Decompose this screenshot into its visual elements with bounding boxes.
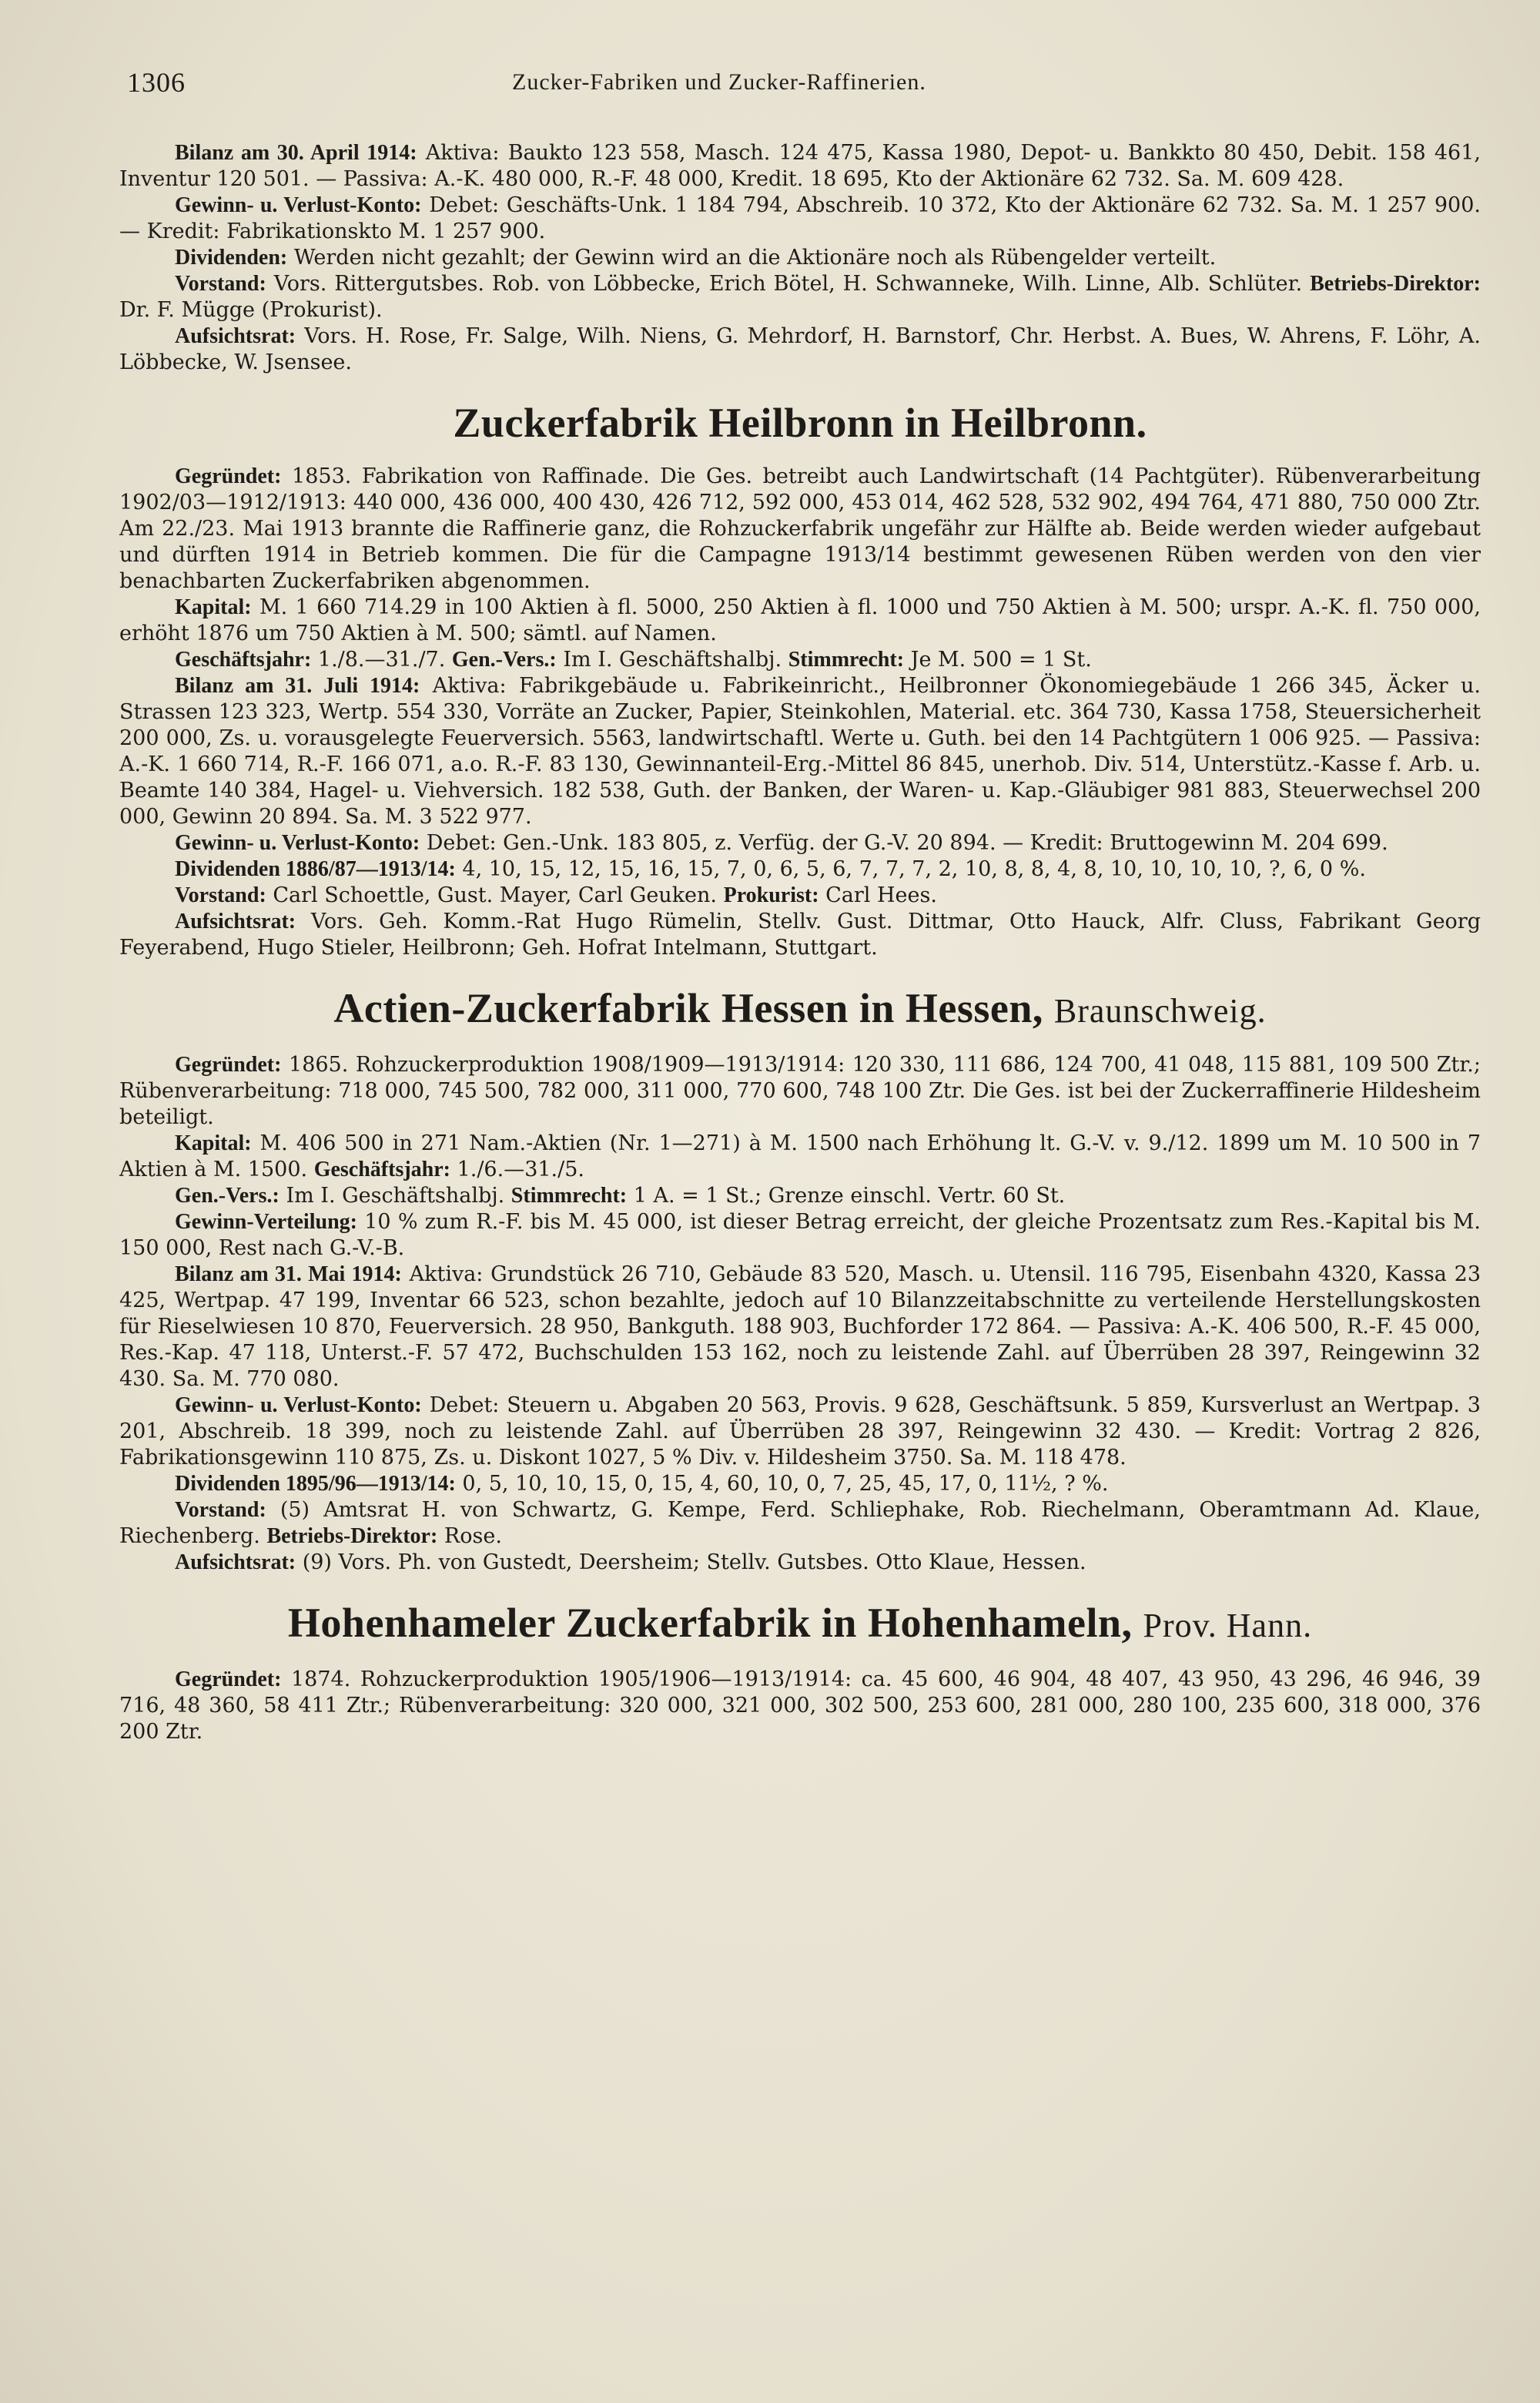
entry-text: Debet: Gen.-Unk. 183 805, z. Verfüg. der G.-V. 20 894. — Kredit: Bruttogewinn M. 204 699. [426,831,1388,855]
entry-gegruendet [119,464,1481,595]
entry-label: Bilanz am 31. Mai 1914: [175,1262,402,1286]
company-heading [119,984,1481,1035]
entry-bilanz [119,673,1481,830]
section-previous-company [119,140,1481,376]
entry-label: Aufsichtsrat: [175,910,296,933]
entry-label: Vorstand: [175,272,266,296]
entry-aufsichtsrat [119,1550,1481,1576]
entry-gewinn [119,1393,1481,1471]
entry-text: 4, 10, 15, 12, 15, 16, 15, 7, 0, 6, 5, 6, 7, 7, 7, 2, 10, 8, 8, 4, 8, 10, 10, 10, 10, ?, 6, 0 %. [462,857,1366,881]
entry-label: Stimmrecht: [511,1184,628,1208]
company-heading [119,1599,1481,1650]
section-hohenhameln [119,1599,1481,1745]
company-location: Prov. Hann. [1143,1607,1313,1644]
company-name: Actien-Zuckerfabrik Hessen in Hessen, [333,985,1043,1031]
entry-kapital [119,1131,1481,1183]
entry-label: Kapital: [175,1131,252,1155]
entry-text: Dr. F. Mügge (Prokurist). [119,298,383,322]
entry-text: (5) Amtsrat H. von Schwartz, G. Kempe, Ferd. Schliephake, Rob. Riechelmann, Oberamtmann Ad. Klaue, Riechenberg. [119,1498,1481,1548]
running-title: Zucker-Fabriken und Zucker-Raffinerien. [512,69,926,95]
entry-text: 1853. Fabrikation von Raffinade. Die Ges. betreibt auch Landwirtschaft (14 Pachtgüter). Rübenverarbeitung 1902/03—1912/1913: 440 000, 436 000, 400 430, 426 712, 592 000, 453 014, 462 528, 532 902, 494 764, 471 880, 750 000 Ztr. Am 22./23. Mai 1913 brannte die Raffinerie ganz, die Rohzuckerfabrik ungefähr zur Hälfte ab. Beide werden wieder aufgebaut und dürften 1914 in Betrieb kommen. Die für die Campagne 1913/14 bestimmt gewesenen Rüben werden von den vier benachbarten Zuckerfabriken abgenommen. [119,464,1481,593]
entry-geschaeftsjahr [119,647,1481,673]
entry-label: Geschäftsjahr: [175,648,312,672]
entry-label: Prokurist: [723,883,819,907]
entry-text: Aktiva: Grundstück 26 710, Gebäude 83 520, Masch. u. Utensil. 116 795, Eisenbahn 4320, Kassa 23 425, Wertpap. 47 199, Inventar 66 523, schon bezahlte, jedoch auf 10 Bilanzzeitabschnitte zu verteilende Herstellungskosten für Rieselwiesen 10 870, Feuerversich. 28 950, Bankguth. 188 903, Buchforder 172 864. — Passiva: A.-K. 406 500, R.-F. 45 000, Res.-Kap. 47 118, Unterst.-F. 57 472, Buchschulden 153 162, noch zu leistende Zahl. auf Überrüben 28 397, Reingewinn 32 430. Sa. M. 770 080. [119,1262,1481,1391]
entry-label: Gen.-Vers.: [175,1184,280,1208]
entry-text: 1865. Rohzuckerproduktion 1908/1909—1913/1914: 120 330, 111 686, 124 700, 41 048, 115 881, 109 500 Ztr.; Rübenverarbeitung: 718 000, 745 500, 782 000, 311 000, 770 600, 748 100 Ztr. Die Ges. ist bei der Zuckerraffinerie Hildesheim beteiligt. [119,1053,1481,1129]
entry-text: Debet: Steuern u. Abgaben 20 563, Provis. 9 628, Geschäftsunk. 5 859, Kursverlust an Wertpap. 3 201, Abschreib. 18 399, noch zu leistende Zahl. auf Überrüben 28 397, Reingewinn 32 430. — Kredit: Vortrag 2 826, Fabrikationsgewinn 110 875, Zs. u. Diskont 1027, 5 % Div. v. Hildesheim 3750. Sa. M. 118 478. [119,1393,1481,1470]
entry-text: 10 % zum R.-F. bis M. 45 000, ist dieser Betrag erreicht, der gleiche Prozentsatz zum Res.-Kapital bis M. 150 000, Rest nach G.-V.-B. [119,1210,1481,1260]
entry-text: Werden nicht gezahlt; der Gewinn wird an die Aktionäre noch als Rübengelder verteilt. [293,246,1217,270]
section-heilbronn [119,399,1481,961]
entry-label: Gewinn- u. Verlust-Konto: [175,831,420,855]
entry-text: 1874. Rohzuckerproduktion 1905/1906—1913/1914: ca. 45 600, 46 904, 48 407, 43 950, 43 296, 46 946, 39 716, 48 360, 58 411 Ztr.; Rübenverarbeitung: 320 000, 321 000, 302 500, 253 600, 281 000, 280 100, 235 600, 318 000, 376 200 Ztr. [119,1667,1481,1744]
entry-label: Gewinn- u. Verlust-Konto: [175,1393,422,1417]
entry-dividenden [119,245,1481,271]
entry-gewinn [119,193,1481,245]
entry-vorstand [119,1497,1481,1550]
entry-text: 1./8.—31./7. [317,648,446,672]
entry-aufsichtsrat [119,909,1481,961]
entry-label: Gen.-Vers.: [451,648,557,672]
entry-text: (9) Vors. Ph. von Gustedt, Deersheim; Stellv. Gutsbes. Otto Klaue, Hessen. [302,1550,1086,1574]
company-name: Hohenhameler Zuckerfabrik in Hohenhameln, [287,1600,1133,1646]
entry-kapital [119,595,1481,647]
entry-label: Gegründet: [175,1053,282,1077]
entry-label: Bilanz am 30. April 1914: [175,141,417,165]
running-header [127,66,1436,106]
entry-text: Im I. Geschäftshalbj. [563,648,782,672]
entry-label: Gegründet: [175,464,282,488]
entry-label: Dividenden 1895/96—1913/14: [175,1472,456,1496]
entry-text: 0, 5, 10, 10, 15, 0, 15, 4, 60, 10, 0, 7, 25, 45, 17, 0, 11½, ? %. [462,1472,1109,1496]
section-hessen [119,984,1481,1576]
entry-text: Carl Schoettle, Gust. Mayer, Carl Geuken. [273,883,718,907]
entry-label: Dividenden: [175,246,288,270]
entry-label: Vorstand: [175,883,266,907]
entry-text: Aktiva: Fabrikgebäude u. Fabrikeinricht., Heilbronner Ökonomiegebäude 1 266 345, Äcker u. Strassen 123 323, Wertp. 554 330, Vorräte an Zucker, Papier, Steinkohlen, Material. etc. 364 730, Kassa 1758, Steuersicherheit 200 000, Zs. u. vorausgelegte Feuerversich. 5563, landwirtschaftl. Werte u. Guth. bei den 14 Pachtgütern 1 006 925. — Passiva: A.-K. 1 660 714, R.-F. 166 071, a.o. R.-F. 83 130, Gewinnanteil-Erg.-Mittel 86 845, unerhob. Div. 514, Unterstütz.-Kasse f. Arb. u. Beamte 140 384, Hagel- u. Viehversich. 182 538, Guth. der Banken, der Waren- u. Kap.-Gläubiger 981 883, Steuerwechsel 200 000, Gewinn 20 894. Sa. M. 3 522 977. [119,674,1481,829]
entry-text: 1 A. = 1 St.; Grenze einschl. Vertr. 60 St. [633,1184,1066,1208]
entry-vorstand [119,271,1481,323]
entry-gewinn-verteilung [119,1209,1481,1262]
entry-gegruendet [119,1667,1481,1745]
entry-gewinn [119,830,1481,856]
entry-genvers [119,1183,1481,1209]
entry-text: Im I. Geschäftshalbj. [286,1184,505,1208]
entry-label: Aufsichtsrat: [175,324,296,348]
entry-bilanz [119,140,1481,193]
entry-gegruendet [119,1052,1481,1131]
entry-vorstand [119,883,1481,909]
entry-label: Stimmrecht: [788,648,905,672]
entry-label: Gewinn-Verteilung: [175,1210,357,1234]
entry-text: Vors. H. Rose, Fr. Salge, Wilh. Niens, G. Mehrdorf, H. Barnstorf, Chr. Herbst. A. Bues, W. Ahrens, F. Löhr, A. Löbbecke, W. Jsensee. [119,324,1481,374]
entry-label: Betriebs-Direktor: [266,1524,438,1548]
entry-label: Gegründet: [175,1667,282,1691]
entry-label: Vorstand: [175,1498,266,1522]
page-number: 1306 [127,67,186,98]
entry-text: Debet: Geschäfts-Unk. 1 184 794, Abschreib. 10 372, Kto der Aktionäre 62 732. Sa. M. 1 257 900. — Kredit: Fabrikationskto M. 1 257 900. [119,193,1481,243]
entry-text: Carl Hees. [825,883,937,907]
entry-aufsichtsrat [119,323,1481,376]
entry-text: 1./6.—31./5. [457,1158,584,1181]
entry-label: Dividenden 1886/87—1913/14: [175,857,456,881]
page-content [119,140,1481,1745]
entry-text: Aktiva: Baukto 123 558, Masch. 124 475, Kassa 1980, Depot- u. Bankkto 80 450, Debit. 158 461, Inventur 120 501. — Passiva: A.-K. 480 000, R.-F. 48 000, Kredit. 18 695, Kto der Aktionäre 62 732. Sa. M. 609 428. [119,141,1481,191]
entry-label: Geschäftsjahr: [313,1158,450,1181]
entry-dividenden [119,856,1481,883]
entry-bilanz [119,1262,1481,1393]
entry-dividenden [119,1471,1481,1497]
entry-label: Aufsichtsrat: [175,1550,296,1574]
company-heading: Zuckerfabrik Heilbronn in Heilbronn. [453,400,1147,446]
company-location: Braunschweig. [1053,992,1267,1030]
entry-text: M. 406 500 in 271 Nam.-Aktien (Nr. 1—271) à M. 1500 nach Erhöhung lt. G.-V. v. 9./12. 1899 um M. 10 500 in 7 Aktien à M. 1500. [119,1131,1481,1181]
entry-text: Rose. [444,1524,502,1548]
entry-label: Gewinn- u. Verlust-Konto: [175,193,422,217]
entry-label: Bilanz am 31. Juli 1914: [175,674,420,698]
entry-label: Betriebs-Direktor: [1310,272,1481,296]
entry-label: Kapital: [175,595,252,619]
entry-text: M. 1 660 714.29 in 100 Aktien à fl. 5000, 250 Aktien à fl. 1000 und 750 Aktien à M. 500; urspr. A.-K. fl. 750 000, erhöht 1876 um 750 Aktien à M. 500; sämtl. auf Namen. [119,595,1481,645]
entry-text: Vors. Rittergutsbes. Rob. von Löbbecke, Erich Bötel, H. Schwanneke, Wilh. Linne, Alb. Schlüter. [273,272,1303,296]
entry-text: Vors. Geh. Komm.-Rat Hugo Rümelin, Stellv. Gust. Dittmar, Otto Hauck, Alfr. Cluss, Fabrikant Georg Feyerabend, Hugo Stieler, Heilbronn; Geh. Hofrat Intelmann, Stuttgart. [119,910,1481,960]
entry-text: Je M. 500 = 1 St. [910,648,1092,672]
